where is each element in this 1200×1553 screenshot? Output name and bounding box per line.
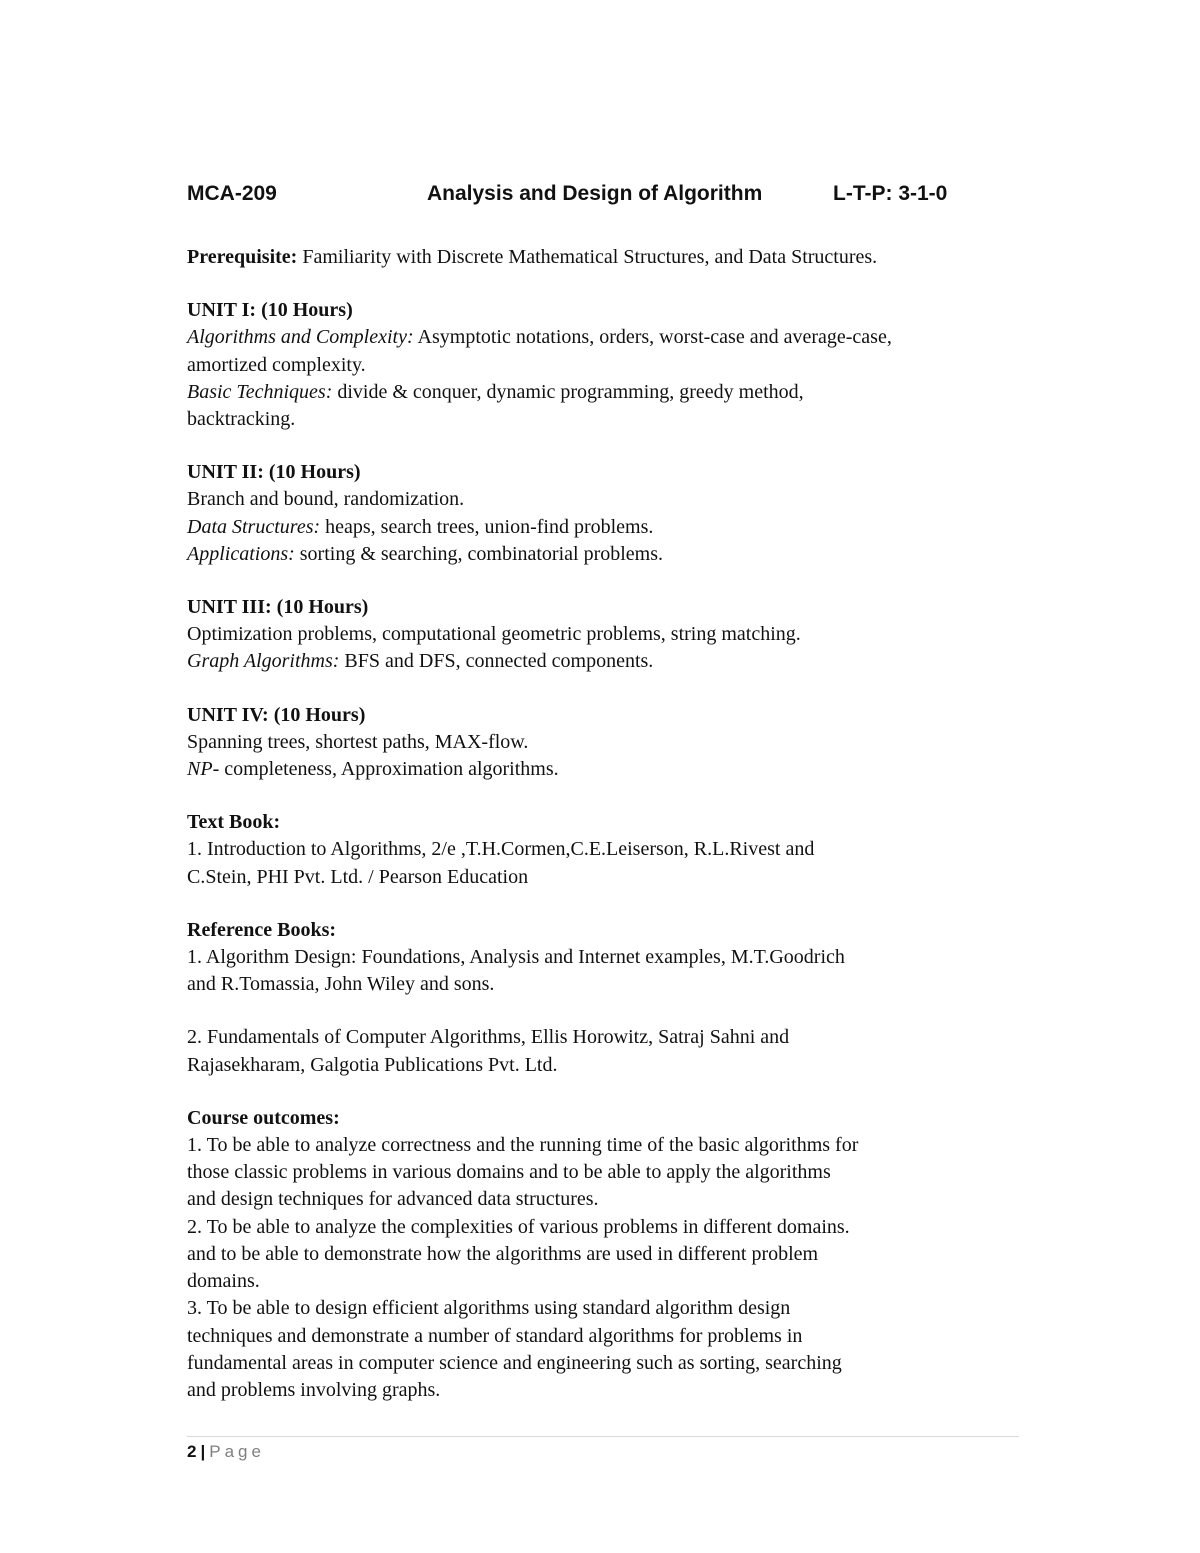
topic-text: Asymptotic notations, orders, worst-case and average-case, bbox=[413, 326, 892, 349]
prerequisite-label: Prerequisite: bbox=[187, 246, 298, 268]
outcome-line: domains. bbox=[187, 1270, 260, 1293]
text-book-section bbox=[187, 809, 1017, 891]
prerequisite-section bbox=[187, 244, 1017, 271]
course-header bbox=[187, 182, 1007, 214]
outcome-line: and problems involving graphs. bbox=[187, 1378, 441, 1401]
unit-1-heading: UNIT I: (10 Hours) bbox=[187, 299, 353, 322]
unit-1-line bbox=[187, 324, 1017, 351]
unit-4-line: Spanning trees, shortest paths, MAX-flow. bbox=[187, 730, 529, 753]
unit-1-line: backtracking. bbox=[187, 408, 296, 431]
unit-3-line: Optimization problems, computational geometric problems, string matching. bbox=[187, 623, 801, 646]
page-label: Page bbox=[209, 1442, 265, 1461]
topic-text: heaps, search trees, union-find problems. bbox=[320, 515, 654, 538]
prerequisite-line bbox=[187, 244, 1017, 271]
reference-books-section bbox=[187, 917, 1017, 999]
course-code: MCA-209 bbox=[187, 182, 277, 205]
topic-text: BFS and DFS, connected components. bbox=[339, 650, 654, 673]
outcome-line: and design techniques for advanced data structures. bbox=[187, 1188, 599, 1211]
topic-label: Basic Techniques: bbox=[187, 380, 333, 403]
reference-line: 1. Algorithm Design: Foundations, Analysis and Internet examples, M.T.Goodrich bbox=[187, 946, 845, 969]
footer-divider bbox=[187, 1436, 1019, 1437]
topic-text: sorting & searching, combinatorial problems. bbox=[294, 542, 664, 565]
unit-2-line: Branch and bound, randomization. bbox=[187, 488, 465, 511]
syllabus-body bbox=[187, 244, 1017, 1430]
outcome-line: 2. To be able to analyze the complexities of various problems in different domains. bbox=[187, 1215, 850, 1238]
topic-label: NP bbox=[187, 758, 213, 781]
reference-books-heading: Reference Books: bbox=[187, 918, 337, 941]
unit-2-section bbox=[187, 459, 1017, 568]
outcome-line: and to be able to demonstrate how the algorithms are used in different problem bbox=[187, 1242, 819, 1265]
topic-text: - completeness, Approximation algorithms. bbox=[212, 758, 559, 781]
unit-1-section bbox=[187, 297, 1017, 433]
reference-line: and R.Tomassia, John Wiley and sons. bbox=[187, 973, 495, 996]
outcome-line: techniques and demonstrate a number of standard algorithms for problems in bbox=[187, 1324, 803, 1347]
outcome-line: those classic problems in various domains and to be able to apply the algorithms bbox=[187, 1161, 831, 1184]
course-title: Analysis and Design of Algorithm bbox=[427, 182, 763, 205]
course-outcomes-heading: Course outcomes: bbox=[187, 1106, 340, 1129]
reference-line: Rajasekharam, Galgotia Publications Pvt. Ltd. bbox=[187, 1053, 558, 1076]
outcome-line: fundamental areas in computer science and engineering such as sorting, searching bbox=[187, 1351, 842, 1374]
ltp-credits: L-T-P: 3-1-0 bbox=[833, 182, 948, 205]
unit-4-heading: UNIT IV: (10 Hours) bbox=[187, 703, 366, 726]
reference-book-2 bbox=[187, 1024, 1017, 1078]
topic-text: divide & conquer, dynamic programming, greedy method, bbox=[332, 380, 804, 403]
outcome-line: 3. To be able to design efficient algorithms using standard algorithm design bbox=[187, 1297, 791, 1320]
unit-2-line bbox=[187, 541, 1017, 568]
topic-label: Graph Algorithms: bbox=[187, 650, 340, 673]
course-outcomes-section bbox=[187, 1105, 1017, 1404]
unit-1-line bbox=[187, 379, 1017, 406]
topic-label: Data Structures: bbox=[187, 515, 321, 538]
prerequisite-text: Familiarity with Discrete Mathematical Structures, and Data Structures. bbox=[297, 246, 878, 268]
topic-label: Applications: bbox=[187, 542, 295, 565]
unit-4-line bbox=[187, 756, 1017, 783]
topic-label: Algorithms and Complexity: bbox=[187, 326, 414, 349]
unit-3-line bbox=[187, 648, 1017, 675]
unit-1-line: amortized complexity. bbox=[187, 353, 366, 376]
unit-2-line bbox=[187, 514, 1017, 541]
page-footer bbox=[187, 1442, 265, 1462]
text-book-line: 1. Introduction to Algorithms, 2/e ,T.H.Cormen,C.E.Leiserson, R.L.Rivest and bbox=[187, 838, 815, 861]
unit-4-section bbox=[187, 702, 1017, 784]
unit-2-heading: UNIT II: (10 Hours) bbox=[187, 461, 361, 484]
unit-3-section bbox=[187, 594, 1017, 676]
text-book-heading: Text Book: bbox=[187, 811, 281, 834]
text-book-line: C.Stein, PHI Pvt. Ltd. / Pearson Education bbox=[187, 865, 529, 888]
unit-3-heading: UNIT III: (10 Hours) bbox=[187, 596, 369, 619]
reference-line: 2. Fundamentals of Computer Algorithms, Ellis Horowitz, Satraj Sahni and bbox=[187, 1026, 790, 1049]
page-number: 2 bbox=[187, 1442, 197, 1461]
outcome-line: 1. To be able to analyze correctness and the running time of the basic algorithms for bbox=[187, 1134, 859, 1157]
footer-separator: | bbox=[200, 1442, 206, 1461]
